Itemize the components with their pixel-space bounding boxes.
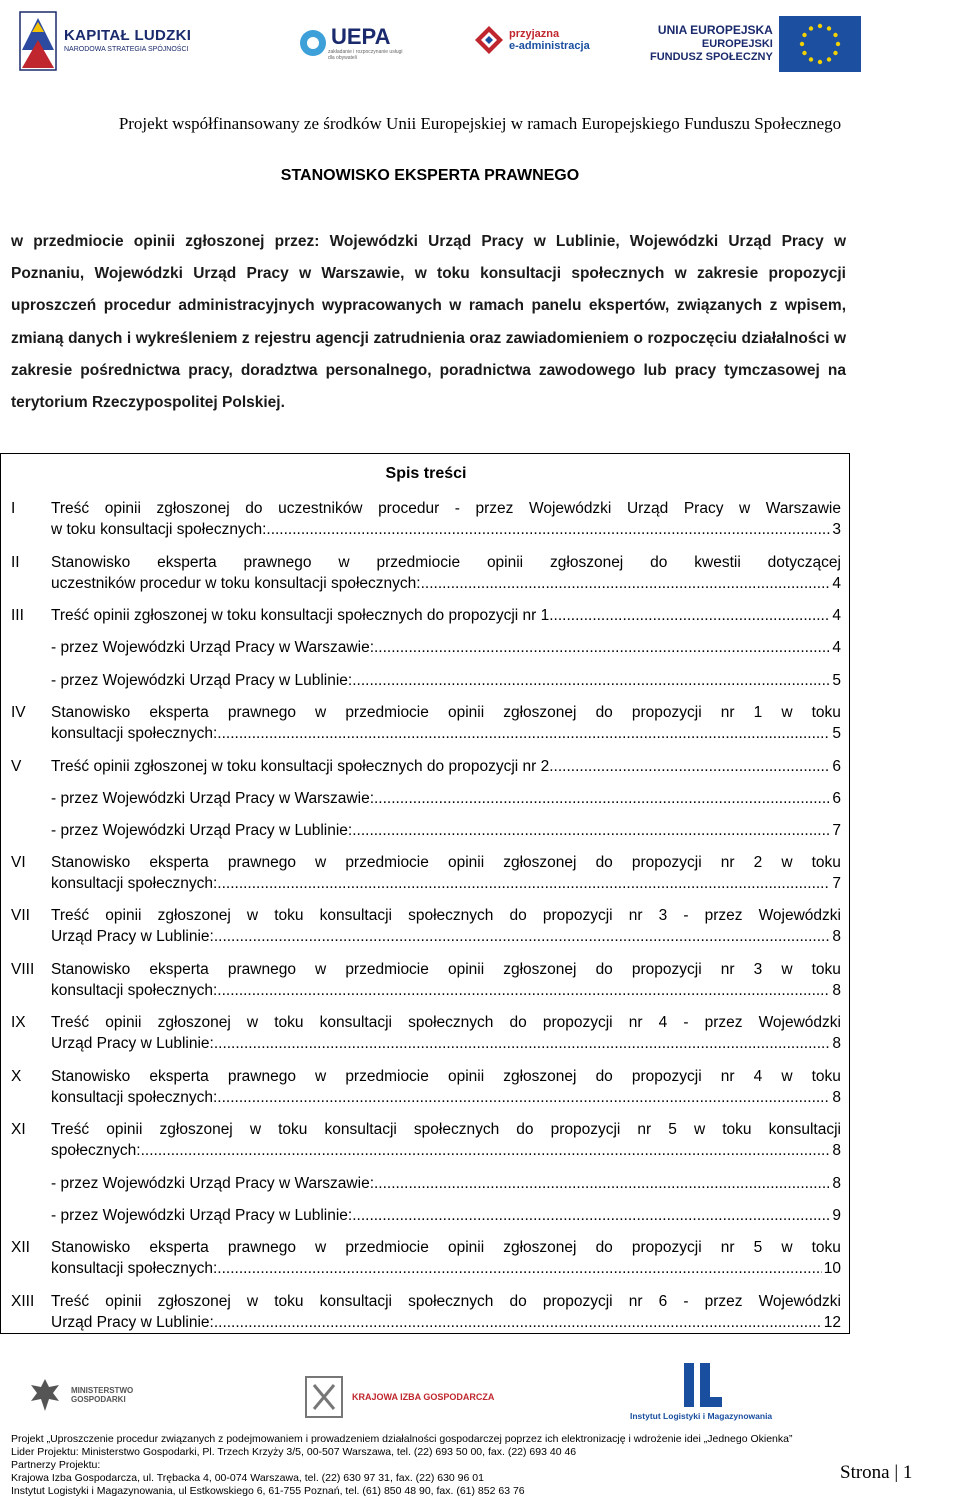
document-title: STANOWISKO EKSPERTA PRAWNEGO [280, 167, 580, 184]
kapital-ludzki-emblem-icon [18, 10, 58, 72]
ministerstwo-line2: GOSPODARKI [71, 1395, 126, 1404]
toc-entry-page: 3 [832, 521, 841, 538]
toc-entry-page: 8 [832, 982, 841, 999]
header-logos [0, 10, 960, 82]
uepa-subtitle: zakładanie i rozpoczynanie usługi dla obywateli [328, 49, 403, 61]
toc-entry-page: 4 [832, 607, 841, 624]
toc-entry-page: 7 [832, 875, 841, 892]
ilim-name: Instytut Logistyki i Magazynowania [630, 1411, 773, 1421]
kapital-ludzki-logo [18, 10, 191, 72]
kig-emblem-icon [302, 1373, 346, 1421]
toc-entry-page: 9 [832, 1207, 841, 1224]
cofinancing-banner: Projekt współfinansowany ze środków Unii Europejskiej w ramach Europejskiego Funduszu Społecznego [118, 114, 842, 133]
unia-line3: FUNDUSZ SPOŁECZNY [650, 50, 773, 63]
toc-dot-leader [266, 519, 830, 540]
toc-dot-leader [421, 573, 831, 594]
toc-entry-line1: Stanowisko eksperta prawnego w przedmiocie opinii zgłoszonej do propozycji nr 4 w toku [51, 1068, 841, 1085]
toc-entry-text: Treść opinii zgłoszonej w toku konsultacji społecznych do propozycji nr 2 [51, 758, 550, 775]
toc-dot-leader [374, 637, 830, 658]
toc-dot-leader [374, 1173, 830, 1194]
toc-entry-page: 8 [832, 1035, 841, 1052]
toc-entry-page: 4 [832, 575, 841, 592]
toc-entry-text: - przez Wojewódzki Urząd Pracy w Lublinie: [51, 672, 353, 689]
toc-entry-line1: Treść opinii zgłoszonej w toku konsultacji społecznych do propozycji nr 3 - przez Wojewódzki [51, 907, 841, 924]
toc-entry-text: konsultacji społecznych: [51, 875, 218, 892]
toc-entry-line1: Stanowisko eksperta prawnego w przedmiocie opinii zgłoszonej do propozycji nr 1 w toku [51, 704, 841, 721]
toc-entry-text: konsultacji społecznych: [51, 982, 218, 999]
toc-entry-number: XIII [11, 1293, 35, 1310]
toc-dot-leader [214, 1312, 822, 1333]
toc-dot-leader [374, 788, 830, 809]
toc-entry-number: VII [11, 907, 30, 924]
toc-entry-text: konsultacji społecznych: [51, 1089, 218, 1106]
toc-entry-line1: Stanowisko eksperta prawnego w przedmiocie opinii zgłoszonej do propozycji nr 3 w toku [51, 961, 841, 978]
toc-entry-text: - przez Wojewódzki Urząd Pracy w Warszawie: [51, 790, 374, 807]
toc-entry-line1: Treść opinii zgłoszonej w toku konsultacji społecznych do propozycji nr 4 - przez Wojewódzki [51, 1014, 841, 1031]
toc-entry-number: IX [11, 1014, 26, 1031]
toc-entry-text: Urząd Pracy w Lublinie: [51, 1314, 214, 1331]
footer-text [11, 1433, 841, 1498]
toc-dot-leader [549, 756, 830, 777]
toc-dot-leader [217, 723, 830, 744]
footer-project: Projekt „Uproszczenie procedur związanych z podejmowaniem i prowadzeniem działalności gospodarczej poprzez ich elektronizację i wdrożenie idei „Jednego Okienka” [11, 1433, 793, 1445]
toc-entry-line1: Stanowisko eksperta prawnego w przedmiocie opinii zgłoszonej do propozycji nr 5 w toku [51, 1239, 841, 1256]
table-of-contents [0, 453, 850, 1334]
toc-entry-text: - przez Wojewódzki Urząd Pracy w Warszawie: [51, 639, 374, 656]
toc-dot-leader [352, 670, 830, 691]
toc-entry-text: konsultacji społecznych: [51, 725, 218, 742]
toc-entry-text: Treść opinii zgłoszonej w toku konsultacji społecznych do propozycji nr 1 [51, 607, 550, 624]
toc-entry-page: 5 [832, 672, 841, 689]
unia-europejska-logo [650, 16, 861, 72]
toc-entry-text: - przez Wojewódzki Urząd Pracy w Lublinie: [51, 1207, 353, 1224]
kapital-ludzki-title: KAPITAŁ LUDZKI [64, 26, 192, 44]
kig-name: KRAJOWA IZBA GOSPODARCZA [352, 1392, 495, 1402]
toc-entry-page: 5 [832, 725, 841, 742]
toc-entry-page: 10 [823, 1260, 841, 1277]
toc-entry-page: 8 [832, 1089, 841, 1106]
kapital-ludzki-subtitle: NARODOWA STRATEGIA SPÓJNOŚCI [64, 46, 189, 54]
toc-title: Spis treści [385, 465, 467, 482]
toc-entry-page: 6 [832, 790, 841, 807]
przyjazna-line1: przyjazna [509, 27, 560, 40]
toc-entry-number: XI [11, 1121, 26, 1138]
toc-dot-leader [352, 1205, 830, 1226]
toc-entry-line1: Treść opinii zgłoszonej w toku konsultacji społecznych do propozycji nr 6 - przez Wojewódzki [51, 1293, 841, 1310]
toc-entry-page: 12 [823, 1314, 841, 1331]
kig-logo [302, 1373, 494, 1421]
uepa-title: UEPA [331, 24, 391, 49]
ilim-logo [630, 1357, 772, 1421]
unia-line1: UNIA EUROPEJSKA [657, 23, 773, 38]
footer-logos [0, 1355, 960, 1425]
toc-dot-leader [217, 980, 830, 1001]
toc-entry-number: XII [11, 1239, 30, 1256]
unia-line2: EUROPEJSKI [701, 38, 773, 51]
toc-entry-line1: Treść opinii zgłoszonej do uczestników procedur - przez Wojewódzki Urząd Pracy w Warszawie [51, 500, 841, 517]
polish-eagle-icon [25, 1375, 65, 1415]
toc-entry-page: 7 [832, 822, 841, 839]
toc-dot-leader [217, 873, 830, 894]
uepa-emblem-icon [298, 26, 328, 60]
toc-dot-leader [214, 1033, 831, 1054]
toc-entry-number: X [11, 1068, 22, 1085]
toc-entry-number: VIII [11, 961, 35, 978]
page-number: Strona | 1 [840, 1462, 913, 1483]
toc-entry-text: - przez Wojewódzki Urząd Pracy w Lublinie: [51, 822, 353, 839]
przyjazna-emblem-icon [473, 24, 505, 56]
toc-entry-number: VI [11, 854, 26, 871]
toc-dot-leader [217, 1087, 830, 1108]
toc-entry-text: - przez Wojewódzki Urząd Pracy w Warszawie: [51, 1175, 374, 1192]
footer-leader: Lider Projektu: Ministerstwo Gospodarki, Pl. Trzech Krzyży 3/5, 00-507 Warszawa, tel. (22) 693 50 00, fax. (22) 693 40 46 [11, 1446, 577, 1458]
ilim-emblem-icon [676, 1357, 726, 1409]
toc-dot-leader [352, 820, 830, 841]
toc-entry-line1: Treść opinii zgłoszonej w toku konsultacji społecznych do propozycji nr 5 w toku konsultacji [51, 1121, 841, 1138]
toc-entry-page: 8 [832, 1142, 841, 1159]
toc-entry-number: I [11, 500, 16, 517]
toc-entry-text: Urząd Pracy w Lublinie: [51, 1035, 214, 1052]
eu-flag-icon [779, 16, 861, 72]
przyjazna-e-administracja-logo [473, 24, 590, 56]
footer-partner-ilim: Instytut Logistyki i Magazynowania, ul Estkowskiego 6, 61-755 Poznań, tel. (61) 850 48 90, fax. (61) 852 63 76 [11, 1485, 525, 1497]
toc-entry-number: III [11, 607, 24, 624]
toc-entry-text: uczestników procedur w toku konsultacji społecznych: [51, 575, 421, 592]
toc-entry-page: 6 [832, 758, 841, 775]
toc-entry-number: II [11, 554, 20, 571]
toc-entry-text: konsultacji społecznych: [51, 1260, 218, 1277]
toc-dot-leader [214, 926, 831, 947]
toc-entry-text: społecznych: [51, 1142, 141, 1159]
uepa-logo [298, 24, 408, 61]
toc-entry-page: 8 [832, 928, 841, 945]
toc-dot-leader [217, 1258, 821, 1279]
toc-entry-number: IV [11, 704, 26, 721]
footer-partner-kig: Krajowa Izba Gospodarcza, ul. Trębacka 4, 00-074 Warszawa, tel. (22) 630 97 31, fax. (22) 630 96 01 [11, 1472, 484, 1484]
footer-partners-label: Partnerzy Projektu: [11, 1459, 101, 1471]
toc-dot-leader [549, 605, 830, 626]
toc-entry-line1: Stanowisko eksperta prawnego w przedmiocie opinii zgłoszonej do kwestii dotyczącej [51, 554, 841, 571]
ministerstwo-line1: MINISTERSTWO [71, 1385, 134, 1395]
toc-entry-text: w toku konsultacji społecznych: [51, 521, 267, 538]
toc-entry-page: 8 [832, 1175, 841, 1192]
toc-entry-text: Urząd Pracy w Lublinie: [51, 928, 214, 945]
toc-entry-page: 4 [832, 639, 841, 656]
toc-dot-leader [141, 1140, 831, 1161]
toc-entry-line1: Stanowisko eksperta prawnego w przedmiocie opinii zgłoszonej do propozycji nr 2 w toku [51, 854, 841, 871]
ministerstwo-gospodarki-logo [25, 1375, 133, 1415]
document-subject: w przedmiocie opinii zgłoszonej przez: Wojewódzki Urząd Pracy w Lublinie, Wojewódzki Urząd Pracy w Poznaniu, Wojewódzki Urząd Pracy w Warszawie, w toku konsultacji społecznych w zakresie propozycji uproszczeń procedur administracyjnych wypracowanych w ramach panelu ekspertów, związanych z wpisem, zmianą danych i wykreśleniem z rejestru agencji zatrudnienia oraz zawiadomieniem o rozpoczęciu działalności w zakresie pośrednictwa pracy, doradztwa personalnego, poradnictwa zawodowego lub pracy tymczasowej na terytorium Rzeczypospolitej Polskiej. [11, 233, 846, 412]
toc-entry-number: V [11, 758, 22, 775]
przyjazna-line2: e-administracja [509, 40, 590, 52]
